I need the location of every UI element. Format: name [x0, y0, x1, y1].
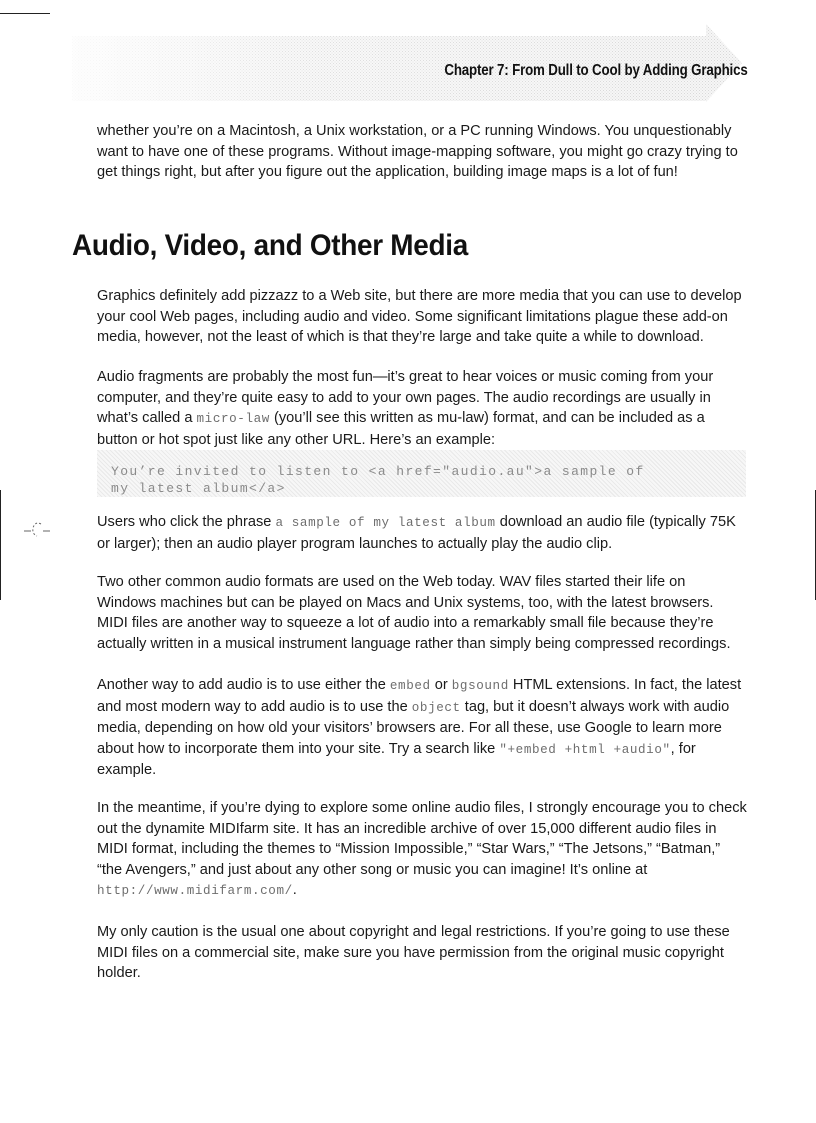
text-run: (you’ll see this written as mu-law) format, and can be included as a button or hot spot just like any other URL. Here’s an example:	[97, 410, 705, 448]
section-heading: Audio, Video, and Other Media	[72, 229, 468, 262]
inline-code-midifarm-url: http://www.midifarm.com/	[97, 884, 293, 899]
text-run: .	[292, 882, 297, 899]
crop-mark-left	[0, 490, 1, 600]
paragraph-users-click	[97, 512, 747, 554]
text-run: In the meantime, if you’re dying to explore some online audio files, I strongly encourage you to check out the dynamite MIDIfarm site. It has an incredible archive of over 15,000 different audio files in MIDI format, including the themes to “Mission Impossible,” “Star Wars,” “The Jetsons,” “Batman,” “the Avengers,” and just about any other song or music you can imagine! It’s online at	[97, 800, 747, 878]
inline-code-object: object	[411, 700, 461, 715]
text-run: HTML extensions. In fact, the latest and most modern way to add audio is to use the	[97, 677, 742, 715]
text-run: download an audio file (typically 75K or larger); then an audio player program launches to actually play the audio clip.	[97, 514, 736, 552]
code-example	[111, 463, 645, 497]
chapter-title: Chapter 7: From Dull to Cool by Adding Graphics	[444, 62, 748, 79]
paragraph-copyright-caution: My only caution is the usual one about copyright and legal restrictions. If you’re going to use these MIDI files on a commercial site, make sure you have permission from the original music copyright holder.	[97, 924, 730, 982]
text-run: tag, but it doesn’t always work with audio media, depending on how old your visitors’ browsers are. For all these, use Google to learn more about how to incorporate them into your site. Try a search like	[97, 698, 730, 757]
margin-registration-mark	[24, 519, 50, 539]
code-example-block	[97, 450, 746, 497]
inline-code-embed: embed	[389, 679, 431, 693]
inline-code-sample-phrase: a sample of my latest album	[275, 516, 496, 530]
paragraph-embed-bgsound	[97, 675, 747, 781]
intro-paragraph: whether you’re on a Macintosh, a Unix workstation, or a PC running Windows. You unquestionably want to have one of these programs. Without image-mapping software, you might go crazy trying to get things right, but after you figure out the application, building image maps is a lot of fun!	[97, 123, 738, 181]
inline-code-search-query: "+embed +html +audio"	[499, 742, 671, 757]
paragraph-audio-fragments	[97, 367, 747, 450]
inline-code-micro-law: micro-law	[196, 412, 270, 427]
text-run: Another way to add audio is to use either the	[97, 677, 390, 693]
code-line-2: my latest album</a>	[111, 481, 286, 496]
text-run: , for example.	[97, 740, 696, 779]
inline-code-bgsound: bgsound	[451, 679, 509, 693]
code-line-1: You’re invited to listen to <a href="audio.au">a sample of	[111, 464, 645, 479]
text-run: Audio fragments are probably the most fun—it’s great to hear voices or music coming from your computer, and they’re quite easy to add to your own pages. The audio recordings are usually in what’s called a	[97, 369, 714, 427]
paragraph-audio-formats: Two other common audio formats are used on the Web today. WAV files started their life on Windows machines but can be played on Macs and Unix systems, too, with the latest browsers. MIDI files are another way to squeeze a lot of audio into a remarkably small file because they’re actually written in a musical instrument language rather than simply being compressed recordings.	[97, 574, 731, 652]
text-run: Users who click the phrase	[97, 514, 276, 530]
text-run: or	[430, 677, 452, 693]
paragraph-midifarm	[97, 798, 747, 902]
crop-mark-top-left	[0, 13, 50, 14]
paragraph-graphics-media: Graphics definitely add pizzazz to a Web site, but there are more media that you can use to develop your cool Web pages, including audio and video. Some significant limitations plague these add-on media, however, not the least of which is that they’re large and take quite a while to download.	[97, 288, 742, 346]
